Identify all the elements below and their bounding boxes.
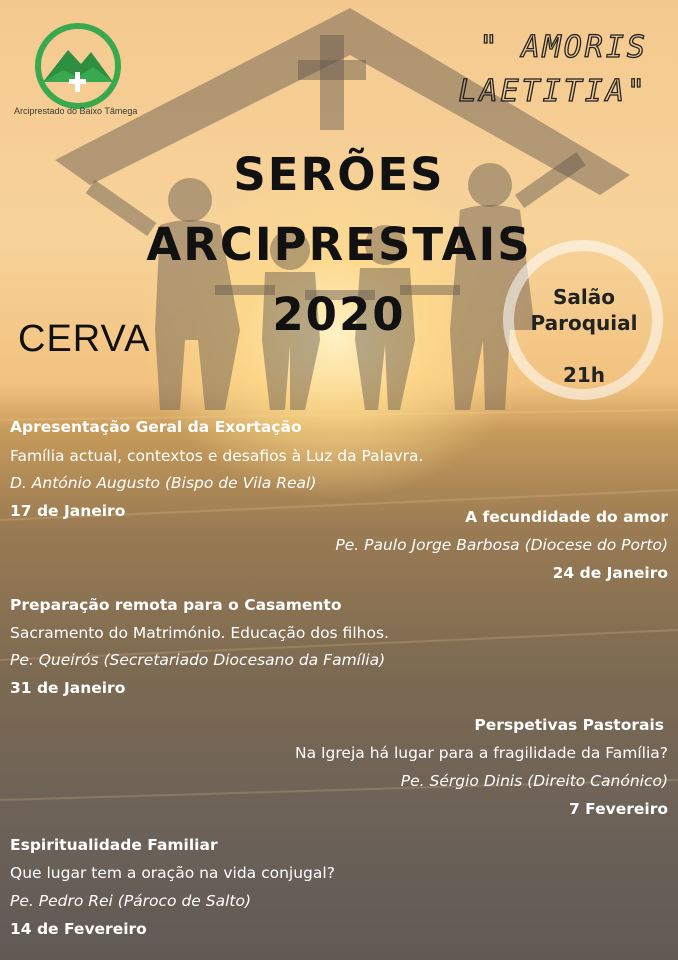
session-4-subtitle: Na Igreja há lugar para a fragilidade da Família? [294, 744, 668, 762]
session-2-speaker: Pe. Paulo Jorge Barbosa (Diocese do Porto) [335, 536, 668, 554]
session-1-speaker: D. António Augusto (Bispo de Vila Real) [10, 474, 317, 492]
session-5-title: Espiritualidade Familiar [10, 836, 218, 854]
venue-line-2: Paroquial [530, 311, 638, 335]
session-1-title: Apresentação Geral da Exortação [10, 418, 302, 436]
session-3-date: 31 de Janeiro [10, 679, 126, 697]
logo-caption: Arciprestado do Baixo Tâmega [14, 106, 138, 116]
venue-line-1: Salão [553, 285, 615, 309]
session-4-title: Perspetivas Pastorais [474, 716, 664, 734]
session-5-speaker: Pe. Pedro Rei (Pároco de Salto) [10, 892, 252, 910]
title-line-2: ARCIPRESTAIS [146, 218, 532, 271]
session-5-date: 14 de Fevereiro [10, 920, 147, 938]
motto-line-2: LAETITIA" [458, 74, 648, 109]
motto-line-1: " AMORIS [479, 30, 648, 65]
venue-time: 21h [562, 363, 606, 387]
arciprestado-logo [33, 22, 123, 110]
session-3-subtitle: Sacramento do Matrimónio. Educação dos filhos. [10, 624, 389, 642]
session-1-subtitle: Família actual, contextos e desafios à Luz da Palavra. [10, 447, 424, 465]
session-2-title: A fecundidade do amor [465, 508, 668, 526]
session-4-date: 7 Fevereiro [568, 800, 668, 818]
title-line-3: 2020 [272, 288, 406, 341]
motto [458, 26, 648, 114]
session-4-speaker: Pe. Sérgio Dinis (Direito Canónico) [400, 772, 668, 790]
session-3-title: Preparação remota para o Casamento [10, 596, 342, 614]
session-3-speaker: Pe. Queirós (Secretariado Diocesano da Família) [10, 651, 386, 669]
place-name: CERVA [18, 318, 151, 360]
session-2-date: 24 de Janeiro [552, 564, 668, 582]
session-5-subtitle: Que lugar tem a oração na vida conjugal? [10, 864, 335, 882]
venue-name [514, 284, 654, 336]
session-1-date: 17 de Janeiro [10, 502, 126, 520]
title-line-1: SERÕES [233, 148, 445, 201]
cross-vertical [320, 35, 344, 130]
